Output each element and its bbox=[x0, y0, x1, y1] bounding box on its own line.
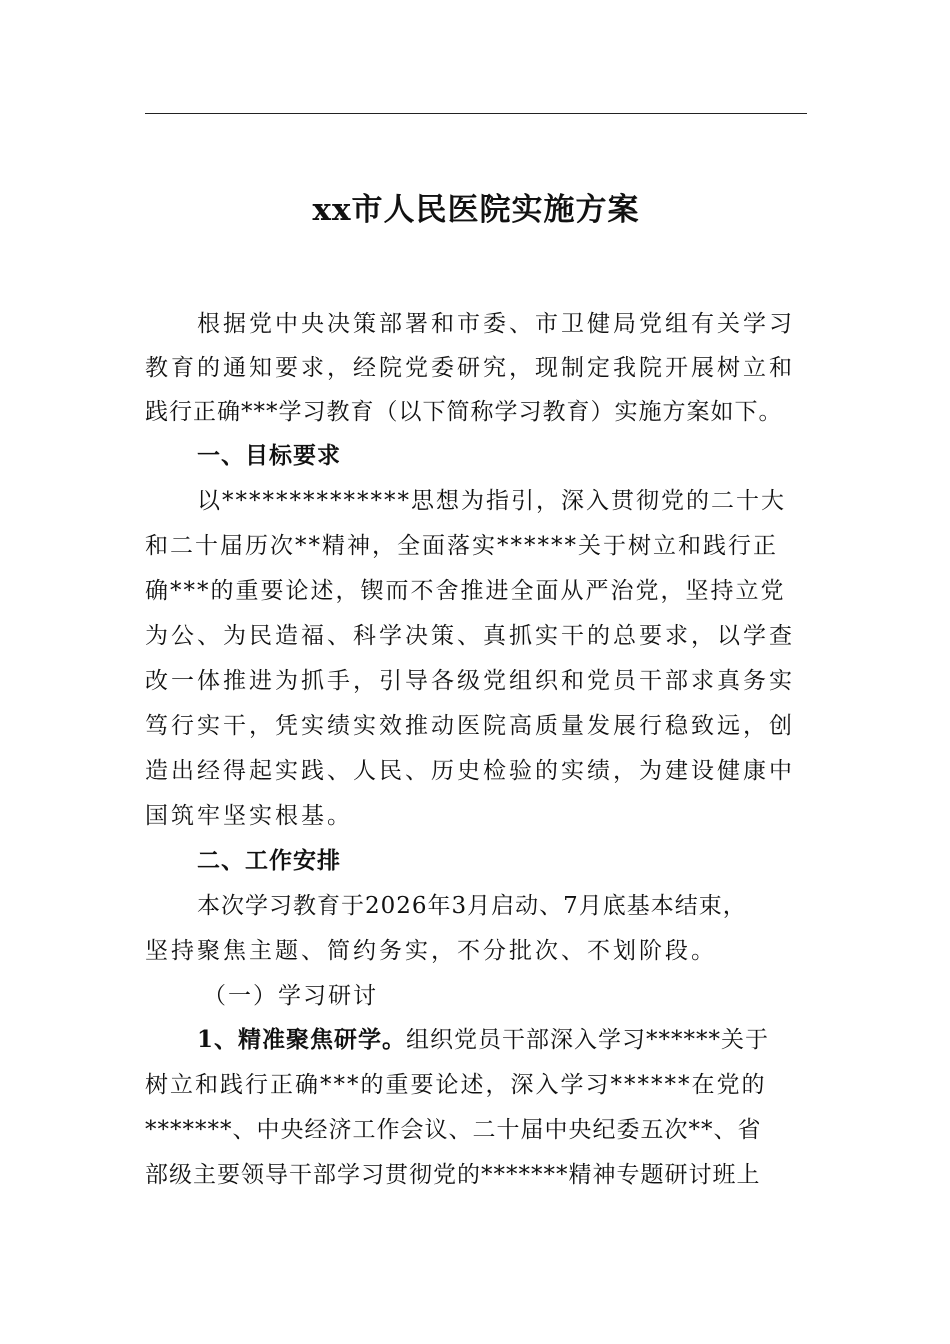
intro-line-2: 教育的通知要求，经院党委研究，现制定我院开展树立和 bbox=[145, 355, 795, 381]
section1-line-8: 国筑牢坚实根基。 bbox=[145, 803, 353, 829]
item1-lead: 1、精准聚焦研学。 bbox=[197, 1026, 407, 1053]
section2-line-2: 坚持聚焦主题、简约务实，不分批次、不划阶段。 bbox=[145, 938, 717, 964]
item1-line-3: *******、中央经济工作会议、二十届中央纪委五次**、省 bbox=[145, 1117, 762, 1143]
item1-line-2: 树立和践行正确***的重要论述，深入学习******在党的 bbox=[145, 1072, 767, 1098]
section1-line-6: 笃行实干，凭实绩实效推动医院高质量发展行稳致远，创 bbox=[145, 713, 795, 739]
intro-line-3: 践行正确***学习教育（以下简称学习教育）实施方案如下。 bbox=[145, 399, 783, 425]
section1-line-1: 以**************思想为指引，深入贯彻党的二十大 bbox=[197, 488, 786, 514]
item1-first-text: 组织党员干部深入学习******关于 bbox=[406, 1027, 770, 1053]
document-title: xx市人民医院实施方案 bbox=[312, 192, 640, 228]
intro-line-1: 根据党中央决策部署和市委、市卫健局党组有关学习 bbox=[197, 311, 795, 337]
section2-line-1: 本次学习教育于2026年3月启动、7月底基本结束， bbox=[197, 893, 747, 919]
section1-line-2: 和二十届历次**精神，全面落实******关于树立和践行正 bbox=[145, 533, 778, 559]
section1-line-5: 改一体推进为抓手，引导各级党组织和党员干部求真务实 bbox=[145, 668, 795, 694]
section1-line-7: 造出经得起实践、人民、历史检验的实绩，为建设健康中 bbox=[145, 758, 795, 784]
item1-first-line bbox=[145, 1024, 807, 1056]
header-rule bbox=[145, 113, 807, 114]
section1-line-4: 为公、为民造福、科学决策、真抓实干的总要求，以学查 bbox=[145, 623, 795, 649]
subsection1-heading: （一）学习研讨 bbox=[203, 983, 378, 1009]
section2-heading: 二、工作安排 bbox=[197, 847, 341, 874]
section1-heading: 一、目标要求 bbox=[197, 442, 341, 469]
item1-line-4: 部级主要领导干部学习贯彻党的*******精神专题研讨班上 bbox=[145, 1162, 761, 1188]
section1-line-3: 确***的重要论述，锲而不舍推进全面从严治党，坚持立党 bbox=[145, 578, 786, 604]
